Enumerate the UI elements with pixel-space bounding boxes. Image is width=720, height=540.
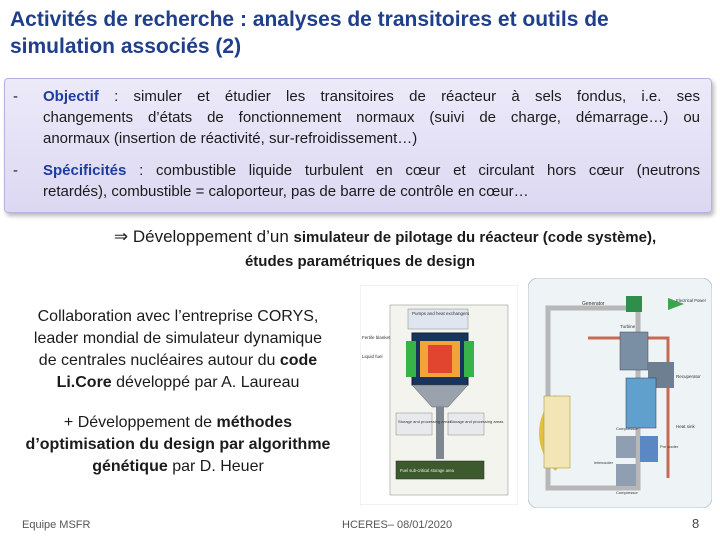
label-compressor: Compressor bbox=[616, 426, 638, 431]
collab-licore: Li.Core bbox=[56, 374, 112, 391]
slide-title-line1: Activités de recherche : analyses de transitoires et outils de bbox=[10, 8, 609, 31]
collab-line1: Collaboration avec l’entreprise CORYS, bbox=[37, 308, 319, 325]
label-turbine: Turbine bbox=[620, 324, 636, 329]
objective-label: Objectif bbox=[43, 88, 99, 105]
label-storage-right: Storage and processing areas bbox=[450, 419, 504, 424]
genetic-word: génétique bbox=[92, 458, 168, 475]
label-heat-sink: Heat sink bbox=[676, 424, 695, 429]
page-number: 8 bbox=[692, 516, 700, 531]
slide-title-line2: simulation associés (2) bbox=[10, 35, 242, 58]
collab-line4 bbox=[8, 372, 348, 394]
label-storage-left: Storage and processing areas bbox=[398, 419, 452, 424]
genetic-line3 bbox=[8, 456, 348, 478]
objective-line2: changements d’états de fonctionnement normaux (suivi de charge, démarrage…) ou bbox=[43, 109, 700, 126]
collaboration-paragraph bbox=[8, 306, 348, 394]
collab-line4b: développé par A. Laureau bbox=[116, 374, 300, 391]
footer-date: HCERES– 08/01/2020 bbox=[342, 519, 453, 531]
objective-paragraph bbox=[43, 86, 700, 149]
development-lead: Développement d’un bbox=[132, 227, 289, 246]
power-conversion-schematic bbox=[528, 278, 712, 508]
collab-line2: leader mondial de simulateur dynamique bbox=[33, 330, 323, 347]
slide-title bbox=[10, 6, 710, 60]
specificities-line1 bbox=[43, 160, 700, 181]
label-generator: Generator bbox=[582, 301, 605, 307]
label-electrical-power: Electrical Power bbox=[676, 298, 707, 303]
genetic-paragraph bbox=[8, 412, 348, 478]
label-compressor-2: Compressor bbox=[616, 490, 638, 495]
objective-line1 bbox=[43, 86, 700, 107]
label-pre-cooler: Pre cooler bbox=[660, 444, 679, 449]
label-liquid: Liquid fuel bbox=[362, 354, 383, 359]
collab-line3a: de centrales nucléaires autour du bbox=[38, 352, 276, 369]
label-drain: Fuel sub-critical storage area bbox=[400, 468, 454, 473]
genetic-line1 bbox=[8, 412, 348, 434]
collab-line3 bbox=[8, 350, 348, 372]
label-intercooler: Intercooler bbox=[594, 460, 613, 465]
footer-team: Equipe MSFR bbox=[22, 519, 91, 531]
development-heading bbox=[60, 225, 710, 250]
objectives-box bbox=[4, 78, 712, 213]
development-rest: simulateur de pilotage du réacteur (code système), bbox=[293, 229, 657, 246]
genetic-line1a: + Développement de bbox=[63, 414, 213, 431]
label-fertile: Fertile blanket bbox=[362, 335, 391, 340]
implies-arrow-icon: ⇒ bbox=[113, 227, 129, 246]
label-pumps: Pumps and heat exchangers bbox=[412, 311, 470, 316]
reactor-schematic bbox=[360, 285, 518, 505]
objective-line3: anormaux (insertion de réactivité, sur-refroidissement…) bbox=[43, 130, 418, 147]
specificities-text1: : combustible liquide turbulent en cœur et circulant hors cœur (neutrons bbox=[139, 162, 700, 179]
genetic-methods: méthodes bbox=[216, 414, 293, 431]
specificities-paragraph bbox=[43, 160, 700, 202]
specificities-label: Spécificités bbox=[43, 162, 127, 179]
bullet-dash: - bbox=[13, 88, 18, 105]
label-recuperator: Recuperator bbox=[676, 374, 701, 379]
objective-text1: : simuler et étudier les transitoires de réacteur à sels fondus, i.e. ses bbox=[114, 88, 700, 105]
genetic-line3b: par D. Heuer bbox=[172, 458, 264, 475]
specificities-line2: retardés), combustible = caloporteur, pas de barre de contrôle en cœur… bbox=[43, 183, 529, 200]
collab-code-word: code bbox=[279, 352, 318, 369]
development-line2: études paramétriques de design bbox=[244, 253, 476, 270]
genetic-line2: d’optimisation du design par algorithme bbox=[25, 436, 331, 453]
bullet-dash: - bbox=[13, 162, 18, 179]
